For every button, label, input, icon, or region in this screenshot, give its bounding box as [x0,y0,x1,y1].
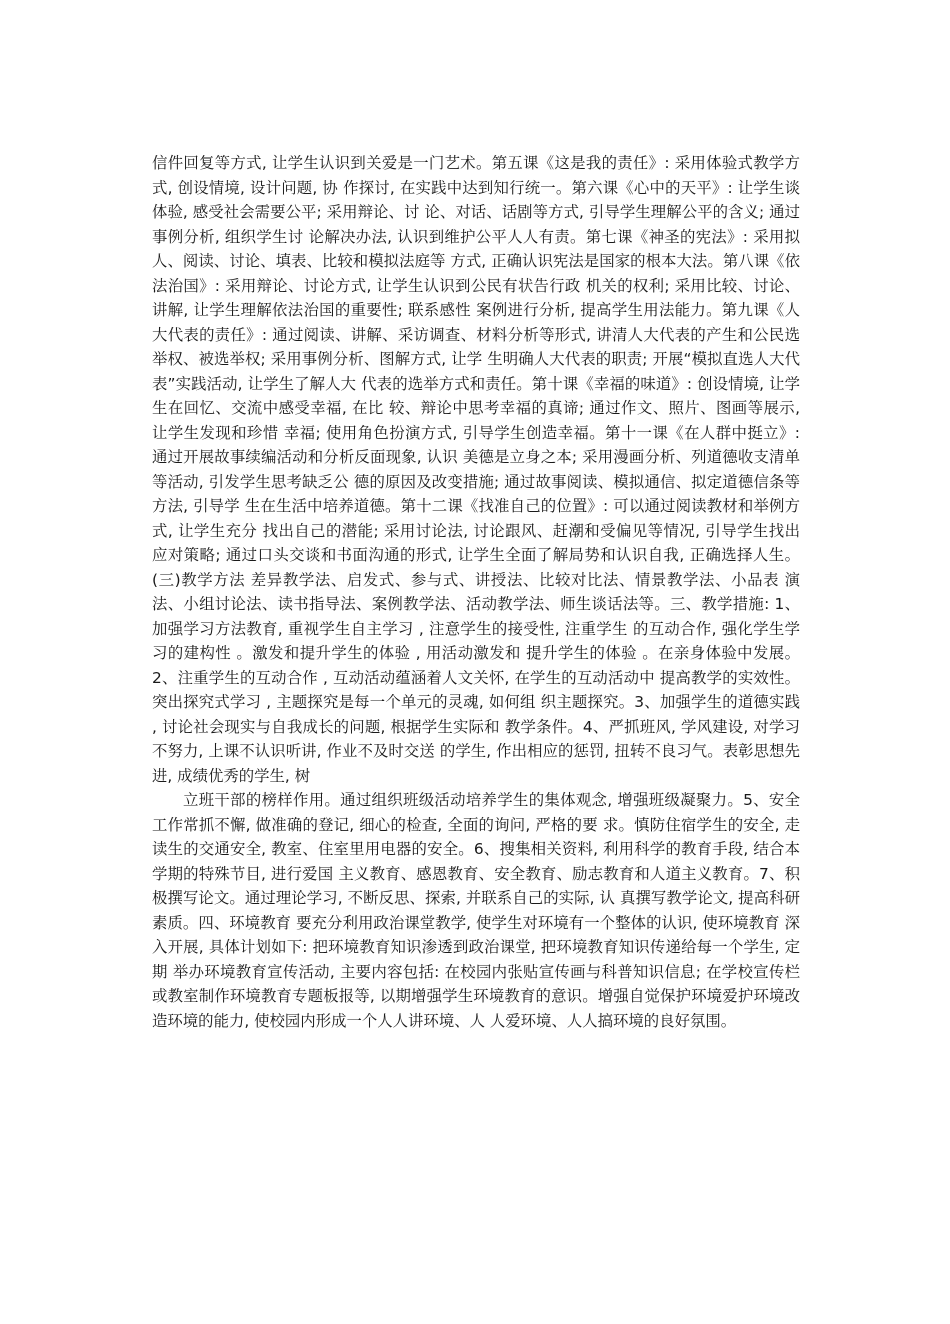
document-body [152,151,800,1033]
paragraph-class-management: 立班干部的榜样作用。通过组织班级活动培养学生的集体观念, 增强班级凝聚力。5、安全工作常抓不懈, 做准确的登记, 细心的检查, 全面的询问, 严格的要 求。慎防住宿学生的安全, 走读生的交通安全, 教室、住室里用电器的安全。6、搜集相关资料, 利用科学的教育手段, 结合本学期的特殊节目, 进行爱国 主义教育、感恩教育、安全教育、励志教育和人道主义教育。7、积极撰写论文。通过理论学习, 不断反思、探索, 并联系自己的实际, 认 真撰写教学论文, 提高科研素质。四、环境教育 要充分利用政治课堂教学, 使学生对环境有一个整体的认识, 使环境教育 深入开展, 具体计划如下: 把环境教育知识渗透到政治课堂, 把环境教育知识传递给每一个学生, 定期 举办环境教育宣传活动, 主要内容包括: 在校园内张贴宣传画与科普知识信息; 在学校宣传栏或教室制作环境教育专题板报等, 以期增强学生环境教育的意识。增强自觉保护环境爱护环境改造环境的能力, 使校园内形成一个人人讲环境、人 人爱环境、人人搞环境的良好氛围。 [152,791,800,1030]
paragraph-teaching-methods: 信件回复等方式, 让学生认识到关爱是一门艺术。第五课《这是我的责任》: 采用体验式教学方式, 创设情境, 设计问题, 协 作探讨, 在实践中达到知行统一。第六课《心中的天平》: 让学生谈体验, 感受社会需要公平; 采用辩论、讨 论、对话、话剧等方式, 引导学生理解公平的含义; 通过事例分析, 组织学生讨 论解决办法, 认识到维护公平人人有责。第七课《神圣的宪法》: 采用拟人、阅读、讨论、填表、比较和模拟法庭等 方式, 正确认识宪法是国家的根本大法。第八课《依法治国》: 采用辩论、讨论方式, 让学生认识到公民有状告行政 机关的权利; 采用比较、讨论、讲解, 让学生理解依法治国的重要性; 联系感性 案例进行分析, 提高学生用法能力。第九课《人大代表的责任》: 通过阅读、讲解、采访调查、材料分析等形式, 讲清人大代表的产生和公民选举权、被选举权; 采用事例分析、图解方式, 让学 生明确人大代表的职责; 开展“模拟直选人大代表”实践活动, 让学生了解人大 代表的选举方式和责任。第十课《幸福的味道》: 创设情境, 让学生在回忆、交流中感受幸福, 在比 较、辩论中思考幸福的真谛; 通过作文、照片、图画等展示, 让学生发现和珍惜 幸福; 使用角色扮演方式, 引导学生创造幸福。第十一课《在人群中挺立》: 通过开展故事续编活动和分析反面现象, 认识 美德是立身之本; 采用漫画分析、列道德收支清单等活动, 引发学生思考缺乏公 德的原因及改变措施; 通过故事阅读、模拟通信、拟定道德信条等方法, 引导学 生在生活中培养道德。第十二课《找准自己的位置》: 可以通过阅读教材和举例方式, 让学生充分 找出自己的潜能; 采用讨论法, 讨论跟风、赶潮和受偏见等情况, 引导学生找出 应对策略; 通过口头交谈和书面沟通的形式, 让学生全面了解局势和认识自我, 正确选择人生。(三)教学方法 差异教学法、启发式、参与式、讲授法、比较对比法、情景教学法、小品表 演法、小组讨论法、读书指导法、案例教学法、活动教学法、师生谈话法等。三、教学措施: 1、加强学习方法教育, 重视学生自主学习 , 注意学生的接受性, 注重学生 的互动合作, 强化学生学习的建构性 。激发和提升学生的体验 , 用活动激发和 提升学生的体验 。在亲身体验中发展。2、注重学生的互动合作 , 互动活动蕴涵着人文关怀, 在学生的互动活动中 提高教学的实效性。突出探究式学习 , 主题探究是每一个单元的灵魂, 如何组 织主题探究。3、加强学生的道德实践 , 讨论社会现实与自我成长的问题, 根据学生实际和 教学条件。4、严抓班风, 学风建设, 对学习不努力, 上课不认识听讲, 作业不及时交送 的学生, 作出相应的惩罚, 扭转不良习气。表彰思想先进, 成绩优秀的学生, 树 [152,154,800,785]
